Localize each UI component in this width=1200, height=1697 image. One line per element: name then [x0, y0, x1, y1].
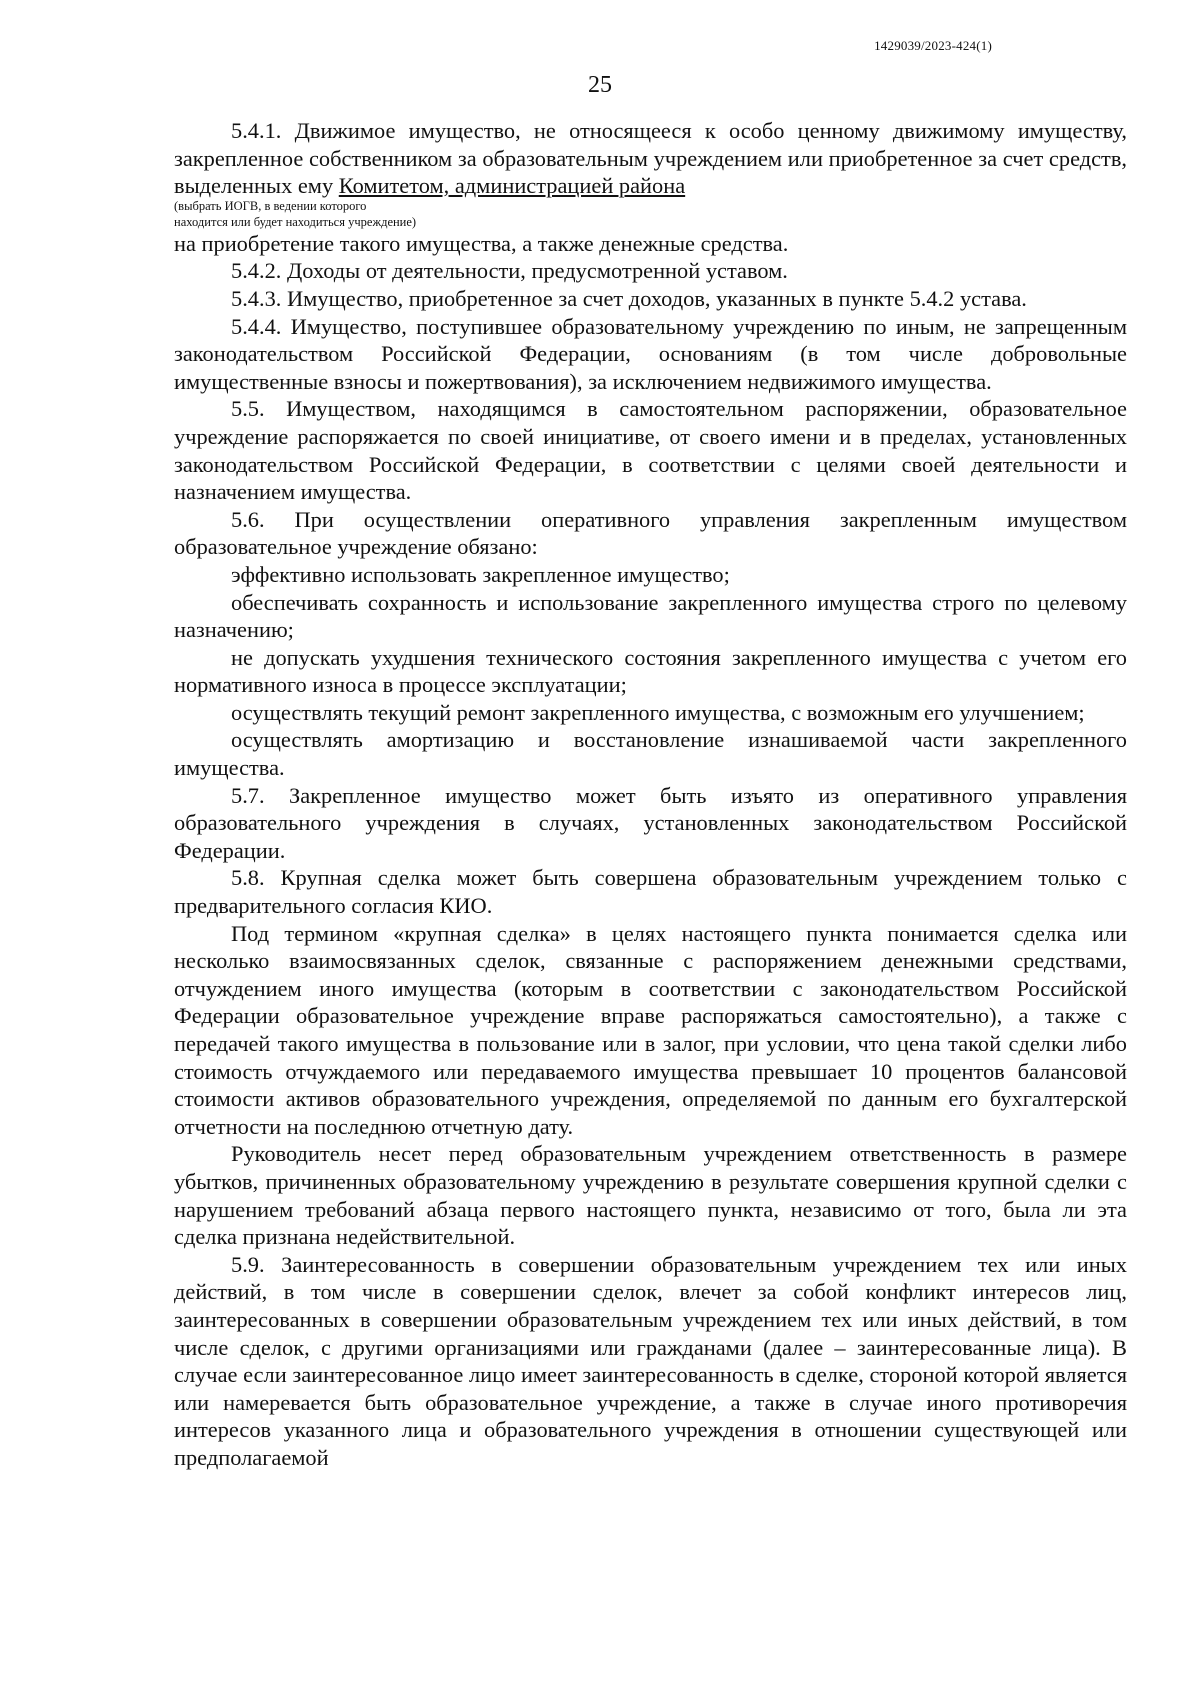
document-id: 1429039/2023-424(1)	[874, 38, 992, 53]
authority-field: Комитетом, администрацией района	[338, 173, 686, 199]
paragraph-5-4-4: 5.4.4. Имущество, поступившее образовательному учреждению по иным, не запрещенным законодательством Российской Федерации, основаниям (в том числе добровольные имущественные взносы и пожертвования), за исключением недвижимого имущества.	[174, 313, 1127, 394]
paragraph-5-5: 5.5. Имуществом, находящимся в самостоятельном распоряжении, образовательное учреждение распоряжается по своей инициативе, от своего имени и в пределах, установленных законодательством Российской Федерации, в соответствии с целями своей деятельности и назначением имущества.	[174, 396, 1127, 505]
paragraph-5-6-item: эффективно использовать закрепленное имущество;	[231, 561, 730, 587]
paragraph-5-7: 5.7. Закрепленное имущество может быть изъято из оперативного управления образовательного учреждения в случаях, установленных законодательством Российской Федерации.	[174, 782, 1127, 863]
paragraph-5-4-1-continued: на приобретение такого имущества, а также денежные средства.	[174, 230, 789, 256]
paragraph-5-4-1-text: 5.4.1. Движимое имущество, не относящееся к особо ценному движимому имуществу, закрепленное собственником за образовательным учреждением или приобретенное за счет средств, выделенных ему	[174, 118, 1127, 199]
document-body	[174, 117, 1127, 1472]
authority-field-hint	[174, 198, 1067, 230]
paragraph-5-8-liability: Руководитель несет перед образовательным учреждением ответственность в размере убытков, причиненных образовательному учреждению в результате совершения крупной сделки с нарушением требований абзаца первого настоящего пункта, независимо от того, была ли эта сделка признана недействительной.	[174, 1141, 1127, 1250]
hint-line-1: (выбрать ИОГВ, в ведении которого	[174, 198, 367, 213]
hint-line-2: находится или будет находиться учреждение)	[174, 214, 417, 229]
paragraph-5-6-item: осуществлять текущий ремонт закрепленного имущества, с возможным его улучшением;	[231, 699, 1085, 725]
paragraph-5-8-definition: Под термином «крупная сделка» в целях настоящего пункта понимается сделка или несколько взаимосвязанных сделок, связанные с распоряжением денежными средствами, отчуждением иного имущества (которым в соответствии с законодательством Российской Федерации образовательное учреждение вправе распоряжаться самостоятельно), а также с передачей такого имущества в пользование или в залог, при условии, что цена такой сделки либо стоимость отчуждаемого или передаваемого имущества превышает 10 процентов балансовой стоимости активов образовательного учреждения, определяемой по данным его бухгалтерской отчетности на последнюю отчетную дату.	[174, 920, 1127, 1139]
paragraph-5-4-3: 5.4.3. Имущество, приобретенное за счет доходов, указанных в пункте 5.4.2 устава.	[231, 285, 1027, 311]
paragraph-5-4-2: 5.4.2. Доходы от деятельности, предусмотренной уставом.	[231, 258, 788, 284]
paragraph-5-8: 5.8. Крупная сделка может быть совершена образовательным учреждением только с предварительного согласия КИО.	[174, 865, 1127, 919]
paragraph-5-6-item: осуществлять амортизацию и восстановление изнашиваемой части закрепленного имущества.	[174, 727, 1127, 781]
paragraph-5-6: 5.6. При осуществлении оперативного управления закрепленным имуществом образовательное учреждение обязано:	[174, 506, 1127, 560]
page-number: 25	[588, 72, 612, 98]
paragraph-5-6-item: не допускать ухудшения технического состояния закрепленного имущества с учетом его нормативного износа в процессе эксплуатации;	[174, 644, 1127, 698]
paragraph-5-9: 5.9. Заинтересованность в совершении образовательным учреждением тех или иных действий, в том числе в совершении сделок, влечет за собой конфликт интересов лиц, заинтересованных в совершении образовательным учреждением тех или иных действий, в том числе сделок, с другими организациями или гражданами (далее – заинтересованные лица). В случае если заинтересованное лицо имеет заинтересованность в сделке, стороной которой является или намеревается быть образовательное учреждение, а также в случае иного противоречия интересов указанного лица и образовательного учреждения в отношении существующей или предполагаемой	[174, 1251, 1127, 1470]
paragraph-5-4-1	[174, 117, 1127, 200]
paragraph-5-6-item: обеспечивать сохранность и использование закрепленного имущества строго по целевому назначению;	[174, 589, 1127, 643]
